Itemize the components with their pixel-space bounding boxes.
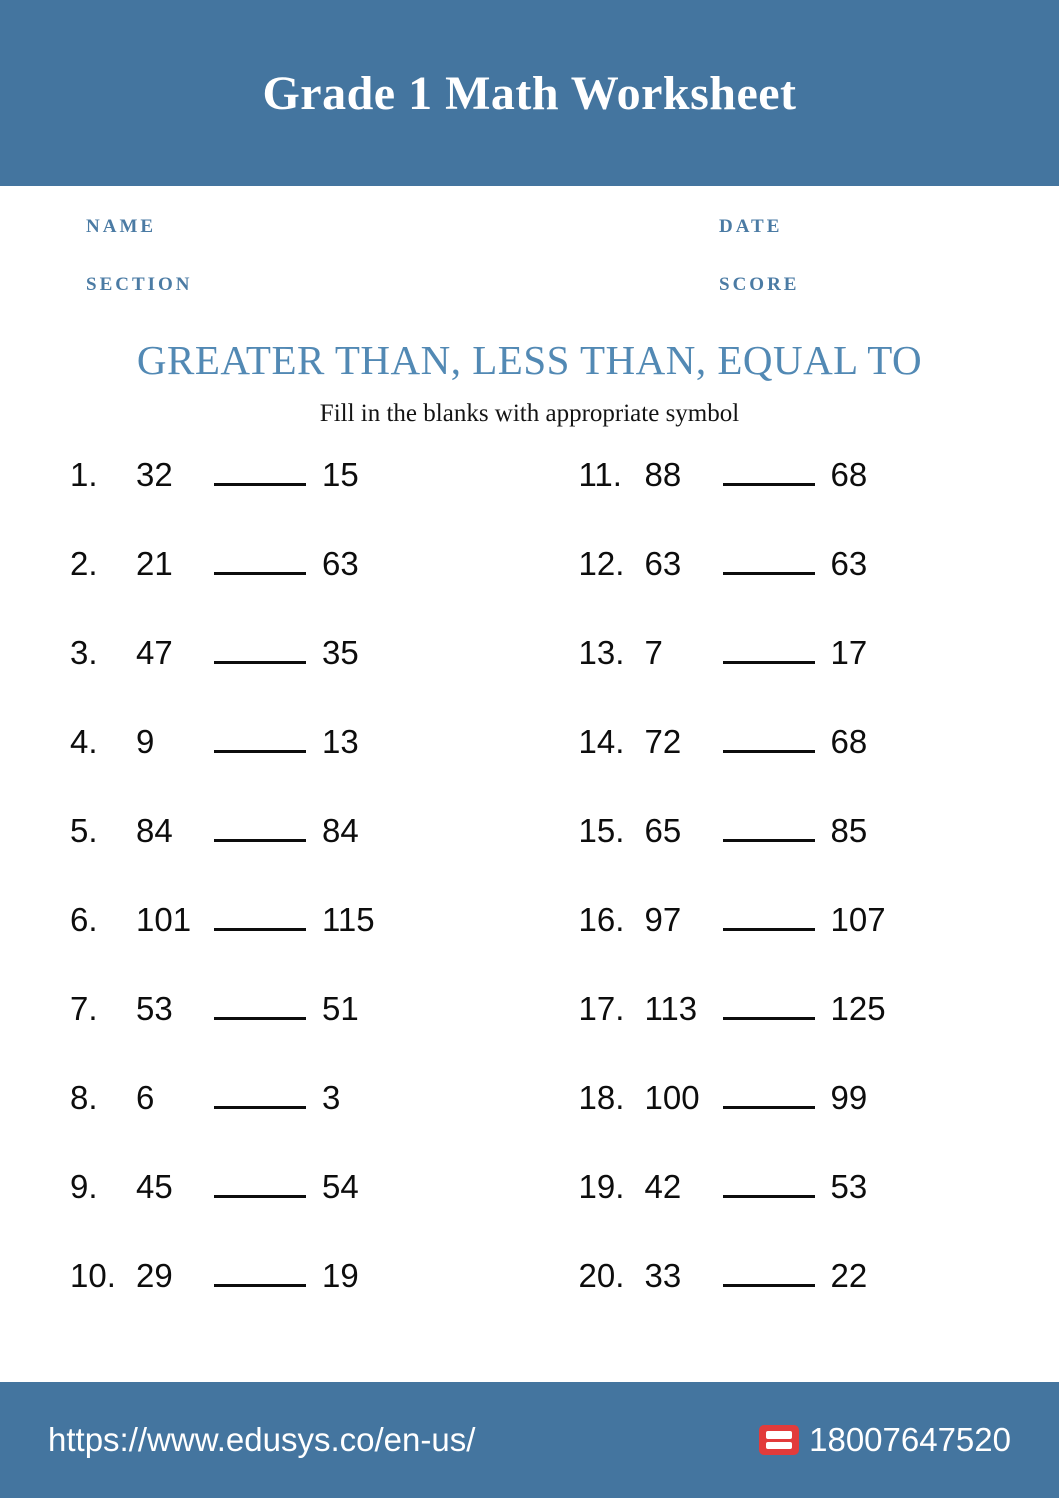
answer-blank[interactable] xyxy=(723,457,815,486)
info-row-name-date xyxy=(86,216,999,238)
problem-number: 8. xyxy=(70,1079,98,1116)
problem-left-operand: 47 xyxy=(136,634,173,671)
page-title: Grade 1 Math Worksheet xyxy=(262,66,797,120)
problem-right-operand: 53 xyxy=(830,1168,868,1205)
answer-blank[interactable] xyxy=(723,1080,815,1109)
problem-left-operand: 45 xyxy=(136,1168,173,1205)
answer-blank[interactable] xyxy=(723,902,815,931)
answer-blank[interactable] xyxy=(214,902,306,931)
problem-left-operand: 72 xyxy=(644,723,682,760)
problem-number: 7. xyxy=(70,990,98,1027)
problem-row xyxy=(579,545,1020,634)
problem-row xyxy=(70,901,511,990)
worksheet-section-title: GREATER THAN, LESS THAN, EQUAL TO xyxy=(136,337,923,383)
problem-right-operand: 54 xyxy=(322,1168,359,1205)
problem-right-operand: 51 xyxy=(322,990,359,1027)
problem-left-operand: 29 xyxy=(136,1257,173,1294)
problem-left-operand: 53 xyxy=(136,990,173,1027)
score-label: SCORE xyxy=(719,274,800,295)
answer-blank[interactable] xyxy=(723,724,815,753)
page-header xyxy=(0,0,1059,186)
footer-phone-number[interactable]: 18007647520 xyxy=(809,1421,1011,1458)
answer-blank[interactable] xyxy=(214,635,306,664)
problem-right-operand: 63 xyxy=(830,545,868,582)
problem-column-right xyxy=(511,456,1020,1382)
answer-blank[interactable] xyxy=(723,546,815,575)
problem-number: 19. xyxy=(578,1168,625,1205)
problem-left-operand: 113 xyxy=(644,990,698,1027)
problem-number: 17. xyxy=(578,990,625,1027)
problem-number: 5. xyxy=(70,812,98,849)
problem-right-operand: 84 xyxy=(322,812,359,849)
problem-left-operand: 32 xyxy=(136,456,173,493)
score-field[interactable] xyxy=(719,274,799,296)
problem-number: 18. xyxy=(578,1079,625,1116)
answer-blank[interactable] xyxy=(214,724,306,753)
problem-number: 6. xyxy=(70,901,98,938)
problem-right-operand: 35 xyxy=(322,634,359,671)
answer-blank[interactable] xyxy=(214,991,306,1020)
problem-right-operand: 125 xyxy=(830,990,886,1027)
footer-contact xyxy=(759,1421,1011,1459)
footer-website-link[interactable]: https://www.edusys.co/en-us/ xyxy=(48,1421,476,1458)
problem-row xyxy=(70,634,511,723)
problem-left-operand: 65 xyxy=(644,812,682,849)
answer-blank[interactable] xyxy=(723,1169,815,1198)
problem-column-left xyxy=(70,456,511,1382)
answer-blank[interactable] xyxy=(214,546,306,575)
problem-right-operand: 85 xyxy=(830,812,868,849)
problem-left-operand: 100 xyxy=(644,1079,700,1116)
problem-row xyxy=(579,1079,1020,1168)
problem-left-operand: 63 xyxy=(644,545,682,582)
answer-blank[interactable] xyxy=(214,813,306,842)
name-label: NAME xyxy=(86,216,157,237)
problem-left-operand: 9 xyxy=(136,723,155,760)
problem-row xyxy=(579,1168,1020,1257)
problem-left-operand: 33 xyxy=(644,1257,682,1294)
answer-blank[interactable] xyxy=(214,1258,306,1287)
problem-number: 14. xyxy=(578,723,625,760)
problem-number: 20. xyxy=(578,1257,625,1294)
problem-left-operand: 84 xyxy=(136,812,173,849)
problem-left-operand: 97 xyxy=(644,901,682,938)
problem-row xyxy=(579,901,1020,990)
problem-number: 9. xyxy=(70,1168,98,1205)
problem-right-operand: 99 xyxy=(830,1079,868,1116)
info-row-section-score xyxy=(86,274,999,296)
problem-left-operand: 88 xyxy=(644,456,682,493)
problem-right-operand: 17 xyxy=(830,634,868,671)
problem-row xyxy=(70,723,511,812)
problem-number: 2. xyxy=(70,545,98,582)
answer-blank[interactable] xyxy=(214,457,306,486)
problem-row xyxy=(579,990,1020,1079)
answer-blank[interactable] xyxy=(723,813,815,842)
problem-row xyxy=(579,456,1020,545)
problem-row xyxy=(70,990,511,1079)
problem-number: 13. xyxy=(578,634,625,671)
date-field[interactable] xyxy=(719,216,782,238)
problem-row xyxy=(579,634,1020,723)
problem-left-operand: 7 xyxy=(644,634,663,671)
problem-row xyxy=(579,812,1020,901)
problem-grid xyxy=(0,456,1059,1382)
problem-number: 1. xyxy=(70,456,98,493)
section-field[interactable] xyxy=(86,274,719,296)
student-info xyxy=(0,216,1059,332)
problem-right-operand: 15 xyxy=(322,456,359,493)
problem-right-operand: 19 xyxy=(322,1257,359,1294)
date-label: DATE xyxy=(719,216,783,237)
section-label: SECTION xyxy=(86,274,193,295)
problem-number: 12. xyxy=(578,545,625,582)
problem-number: 3. xyxy=(70,634,98,671)
problem-left-operand: 101 xyxy=(136,901,192,938)
problem-right-operand: 115 xyxy=(322,901,375,938)
answer-blank[interactable] xyxy=(723,635,815,664)
telephone-icon xyxy=(759,1425,799,1455)
problem-row xyxy=(70,812,511,901)
problem-row xyxy=(70,1168,511,1257)
problem-right-operand: 68 xyxy=(830,723,868,760)
problem-left-operand: 21 xyxy=(136,545,173,582)
problem-row xyxy=(579,1257,1020,1346)
problem-number: 16. xyxy=(578,901,625,938)
problem-row xyxy=(70,456,511,545)
problem-right-operand: 107 xyxy=(830,901,886,938)
problem-right-operand: 22 xyxy=(830,1257,868,1294)
problem-left-operand: 42 xyxy=(644,1168,682,1205)
answer-blank[interactable] xyxy=(723,1258,815,1287)
name-field[interactable] xyxy=(86,216,719,238)
page-footer xyxy=(0,1382,1059,1498)
problem-right-operand: 68 xyxy=(830,456,868,493)
problem-right-operand: 3 xyxy=(322,1079,341,1116)
answer-blank[interactable] xyxy=(214,1169,306,1198)
problem-right-operand: 63 xyxy=(322,545,359,582)
problem-row xyxy=(70,545,511,634)
answer-blank[interactable] xyxy=(723,991,815,1020)
answer-blank[interactable] xyxy=(214,1080,306,1109)
problem-right-operand: 13 xyxy=(322,723,359,760)
problem-row xyxy=(70,1079,511,1168)
problem-number: 11. xyxy=(578,456,622,493)
problem-row xyxy=(70,1257,511,1346)
problem-number: 4. xyxy=(70,723,98,760)
problem-number: 15. xyxy=(578,812,625,849)
problem-left-operand: 6 xyxy=(136,1079,155,1116)
problem-row xyxy=(579,723,1020,812)
worksheet-instruction: Fill in the blanks with appropriate symbol xyxy=(319,400,740,427)
problem-number: 10. xyxy=(70,1257,116,1294)
